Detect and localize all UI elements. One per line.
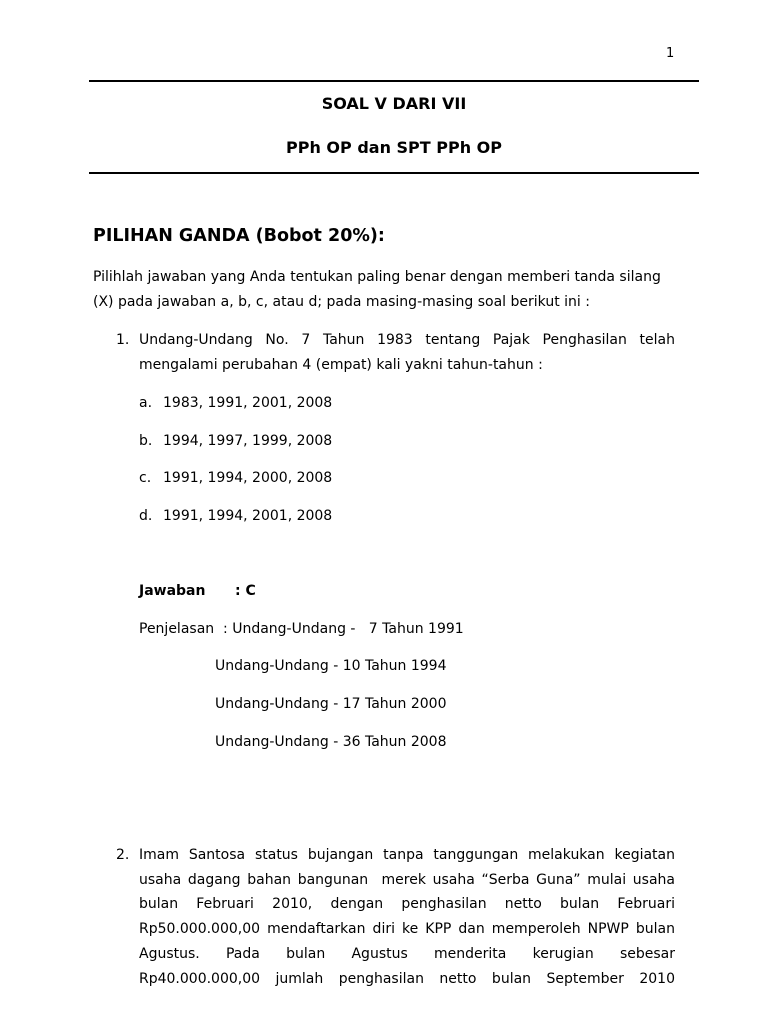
question-1-number: 1. (116, 332, 130, 348)
page-number: 1 (666, 46, 675, 61)
question-2-line-5: Agustus. Pada bulan Agustus menderita kerugian sebesar (139, 946, 675, 962)
explanation-line-2: Undang-Undang - 17 Tahun 2000 (215, 696, 447, 712)
option-a-letter: a. (139, 395, 153, 411)
question-2-line-4: Rp50.000.000,00 mendaftarkan diri ke KPP dan memperoleh NPWP bulan (139, 921, 675, 937)
answer-label: Jawaban (139, 583, 206, 599)
option-b-text: 1994, 1997, 1999, 2008 (163, 433, 333, 449)
option-a-text: 1983, 1991, 2001, 2008 (163, 395, 333, 411)
question-2-number: 2. (116, 847, 130, 863)
instruction-line-2: (X) pada jawaban a, b, c, atau d; pada masing-masing soal berikut ini : (93, 294, 590, 310)
question-2-line-3: bulan Februari 2010, dengan penghasilan netto bulan Februari (139, 896, 675, 912)
question-1-line-2: mengalami perubahan 4 (empat) kali yakni tahun-tahun : (139, 357, 543, 373)
explanation-line-1: Undang-Undang - 10 Tahun 1994 (215, 658, 447, 674)
header-bottom-rule (89, 172, 699, 174)
option-d-letter: d. (139, 508, 153, 524)
question-2-line-6: Rp40.000.000,00 jumlah penghasilan netto bulan September 2010 (139, 971, 675, 987)
document-subtitle: PPh OP dan SPT PPh OP (286, 138, 502, 157)
explanation-label: Penjelasan : Undang-Undang - 7 Tahun 1991 (139, 621, 464, 637)
answer-value: : C (235, 583, 256, 599)
document-title: SOAL V DARI VII (321, 94, 467, 113)
option-b-letter: b. (139, 433, 153, 449)
header-top-rule (89, 80, 699, 82)
section-heading: PILIHAN GANDA (Bobot 20%): (93, 226, 385, 246)
option-d-text: 1991, 1994, 2001, 2008 (163, 508, 333, 524)
question-2-line-2: usaha dagang bahan bangunan merek usaha “Serba Guna” mulai usaha (139, 872, 675, 888)
instruction-line-1: Pilihlah jawaban yang Anda tentukan paling benar dengan memberi tanda silang (93, 269, 661, 285)
question-1-line-1: Undang-Undang No. 7 Tahun 1983 tentang Pajak Penghasilan telah (139, 332, 675, 348)
explanation-line-3: Undang-Undang - 36 Tahun 2008 (215, 734, 447, 750)
option-c-text: 1991, 1994, 2000, 2008 (163, 470, 333, 486)
question-2-line-1: Imam Santosa status bujangan tanpa tanggungan melakukan kegiatan (139, 847, 675, 863)
option-c-letter: c. (139, 470, 152, 486)
